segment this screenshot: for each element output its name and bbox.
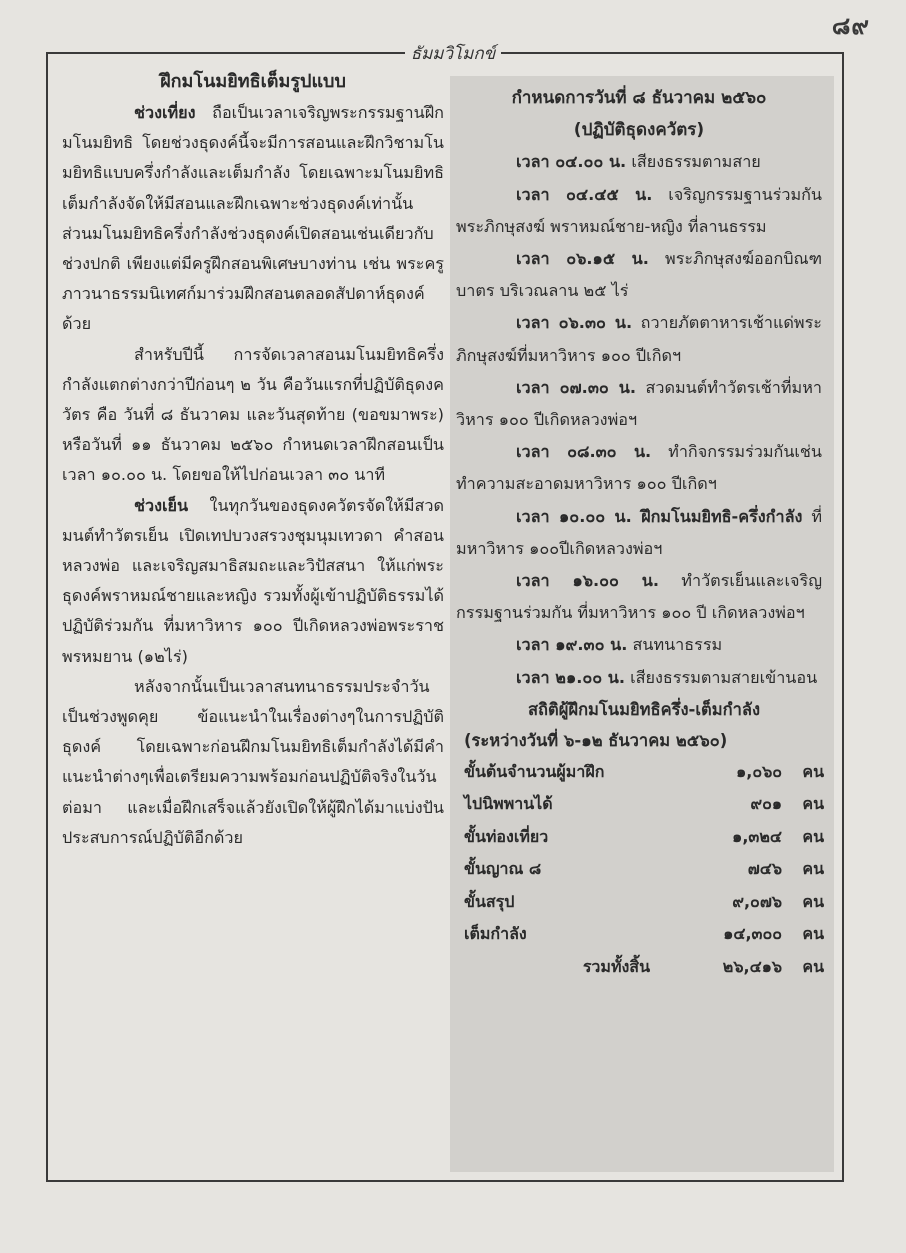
paragraph-text: ถือเป็นเวลาเจริญพระกรรมฐานฝึกมโนมยิทธิ โดยช่วงธุดงค์นี้จะมีการสอนและฝึกวิชามโนมยิทธิแบบครึ่งกำลังและเต็มกำลัง โดยเฉพาะมโนมยิทธิเต็มกำลังจัดให้มีสอนและฝึกเฉพาะช่วงธุดงค์เท่านั้น ส่วนมโนมยิทธิครึ่งกำลังช่วงธุดงค์เปิดสอนเช่นเดียวกับช่วงปกติ เพียงแต่มีครูฝึกสอนพิเศษบางท่าน เช่น พระครูภาวนาธรรมนิเทศก์มาร่วมฝึกสอนตลอดสัปดาห์ธุดงค์ด้วย bbox=[62, 103, 444, 334]
schedule-item bbox=[456, 629, 822, 661]
schedule-activity: เสียงธรรมตามสาย bbox=[626, 152, 761, 172]
stat-row bbox=[464, 853, 824, 886]
stat-label: ไปนิพพานได้ bbox=[464, 794, 553, 814]
schedule-activity: ทำวัตรเย็นและเจริญกรรมฐานร่วมกัน ที่มหาวิหาร ๑๐๐ ปี เกิดหลวงพ่อฯ bbox=[456, 571, 822, 623]
schedule-activity: ถวายภัตตาหารเช้าแด่พระภิกษุสงฆ์ที่มหาวิหาร ๑๐๐ ปีเกิดฯ bbox=[456, 313, 822, 365]
schedule-item bbox=[456, 179, 822, 243]
schedule-time: เวลา ๐๗.๓๐ น. bbox=[516, 377, 636, 397]
statistics-title: สถิติผู้ฝึกมโนมยิทธิครึ่ง-เต็มกำลัง bbox=[527, 699, 761, 719]
stat-value: ๙๐๑ bbox=[750, 794, 782, 814]
schedule-time: เวลา ๑๐.๐๐ น. ฝึกมโนมยิทธิ-ครึ่งกำลัง bbox=[516, 506, 803, 526]
statistics-range: (ระหว่างวันที่ ๖-๑๒ ธันวาคม ๒๕๖๐) bbox=[464, 730, 728, 750]
stat-unit: คน bbox=[802, 761, 824, 781]
stat-row bbox=[464, 788, 824, 821]
paragraph-evening bbox=[62, 491, 444, 672]
stat-unit: คน bbox=[802, 794, 824, 814]
stat-unit: คน bbox=[802, 859, 824, 879]
section-title: ฝึกมโนมยิทธิเต็มรูปแบบ bbox=[160, 71, 346, 92]
stat-label: ขั้นสรุป bbox=[464, 891, 515, 911]
schedule-activity: เจริญกรรมฐานร่วมกัน พระภิกษุสงฆ์ พราหมณ์ชาย-หญิง ที่ลานธรรม bbox=[456, 184, 823, 236]
stat-unit: คน bbox=[802, 891, 824, 911]
schedule-activity: เสียงธรรมตามสายเข้านอน bbox=[624, 667, 818, 687]
stat-value: ๙,๐๗๖ bbox=[732, 891, 782, 911]
left-column bbox=[62, 66, 444, 853]
stat-unit: คน bbox=[802, 924, 824, 944]
stat-value: ๑,๓๒๔ bbox=[732, 826, 782, 846]
schedule-activity: ทำกิจกรรมร่วมกันเช่น ทำความสะอาดมหาวิหาร ๑๐๐ ปีเกิดฯ bbox=[456, 442, 822, 494]
statistics bbox=[450, 694, 834, 984]
paragraph-this-year: สำหรับปีนี้ การจัดเวลาสอนมโนมยิทธิครึ่งกำลังแตกต่างกว่าปีก่อนๆ ๒ วัน คือวันแรกที่ปฏิบัติธุดงควัตร คือ วันที่ ๘ ธันวาคม และวันสุดท้าย (ขอขมาพระ) หรือวันที่ ๑๑ ธันวาคม ๒๕๖๐ กำหนดเวลาฝึกสอนเป็นเวลา ๑๐.๐๐ น. โดยขอให้ไปก่อนเวลา ๓๐ นาที bbox=[62, 344, 444, 485]
schedule-item bbox=[456, 501, 822, 565]
schedule-activity: พระภิกษุสงฆ์ออกบิณฑบาตร บริเวณลาน ๒๕ ไร่ bbox=[456, 249, 823, 301]
running-header bbox=[0, 40, 906, 67]
paragraph-lead: ช่วงเที่ยง bbox=[134, 103, 196, 122]
schedule-time: เวลา ๐๔.๔๕ น. bbox=[516, 184, 653, 204]
running-header-text: ธัมมวิโมกข์ bbox=[405, 44, 502, 64]
schedule-time: เวลา ๐๖.๑๕ น. bbox=[516, 249, 649, 269]
schedule-time: เวลา ๑๖.๐๐ น. bbox=[516, 571, 659, 591]
schedule-time: เวลา ๐๔.๐๐ น. bbox=[516, 152, 627, 172]
page-number: ๘๙ bbox=[831, 12, 870, 40]
paragraph-text: ในทุกวันของธุดงควัตรจัดให้มีสวดมนต์ทำวัตรเย็น เปิดเทปบวงสรวงชุมนุมเทวดา คำสอนหลวงพ่อ และเจริญสมาธิสมถะและวิปัสสนา ให้แก่พระธุดงค์พราหมณ์ชายและหญิง รวมทั้งผู้เข้าปฏิบัติธรรมได้ปฏิบัติร่วมกัน ที่มหาวิหาร ๑๐๐ ปีเกิดหลวงพ่อพระราชพรหมยาน (๑๒ไร่) bbox=[62, 495, 444, 666]
schedule-item bbox=[456, 372, 822, 436]
stat-unit: คน bbox=[802, 826, 824, 846]
schedule-title: กำหนดการวันที่ ๘ ธันวาคม ๒๕๖๐ bbox=[511, 88, 767, 108]
schedule-item bbox=[456, 436, 822, 500]
schedule-time: เวลา ๑๙.๓๐ น. bbox=[516, 635, 628, 655]
stat-row bbox=[464, 886, 824, 919]
stat-label: ขั้นต้นจำนวนผู้มาฝึก bbox=[464, 761, 605, 781]
stat-total-value: ๒๖,๔๑๖ bbox=[722, 956, 782, 976]
schedule-time: เวลา ๒๑.๐๐ น. bbox=[516, 667, 625, 687]
schedule-time: เวลา ๐๘.๓๐ น. bbox=[516, 442, 652, 462]
schedule bbox=[450, 76, 834, 694]
stat-row bbox=[464, 756, 824, 789]
schedule-activity: ที่มหาวิหาร ๑๐๐ปีเกิดหลวงพ่อฯ bbox=[456, 506, 822, 558]
stat-label: เต็มกำลัง bbox=[464, 924, 527, 944]
paragraph-lead: ช่วงเย็น bbox=[134, 495, 189, 515]
schedule-subtitle: (ปฏิบัติธุดงควัตร) bbox=[573, 120, 705, 141]
stat-total-row bbox=[464, 951, 824, 984]
stat-unit: คน bbox=[802, 956, 824, 976]
schedule-activity: สนทนาธรรม bbox=[627, 635, 723, 655]
schedule-item bbox=[456, 243, 822, 307]
paragraph-noon bbox=[62, 98, 444, 340]
schedule-item bbox=[456, 307, 822, 371]
schedule-time: เวลา ๐๖.๓๐ น. bbox=[516, 313, 633, 333]
stat-value: ๗๔๖ bbox=[747, 859, 782, 879]
stat-row bbox=[464, 821, 824, 854]
stat-label: ขั้นท่องเที่ยว bbox=[464, 826, 549, 846]
schedule-activity: สวดมนต์ทำวัตรเช้าที่มหาวิหาร ๑๐๐ ปีเกิดหลวงพ่อฯ bbox=[456, 377, 822, 430]
paragraph-discussion: หลังจากนั้นเป็นเวลาสนทนาธรรมประจำวัน เป็นช่วงพูดคุย ข้อแนะนำในเรื่องต่างๆในการปฏิบัติธุดงค์ โดยเฉพาะก่อนฝึกมโนมยิทธิเต็มกำลังได้มีคำแนะนำต่างๆเพื่อเตรียมความพร้อมก่อนปฏิบัติจริงในวันต่อมา และเมื่อฝึกเสร็จแล้วยังเปิดให้ผู้ฝึกได้มาแบ่งปันประสบการณ์ปฏิบัติอีกด้วย bbox=[62, 676, 444, 847]
stat-label: ขั้นญาณ ๘ bbox=[464, 859, 542, 879]
schedule-item bbox=[456, 662, 822, 694]
stat-value: ๑,๐๖๐ bbox=[736, 761, 782, 781]
schedule-item bbox=[456, 565, 822, 629]
schedule-item bbox=[456, 146, 822, 178]
stat-row bbox=[464, 918, 824, 951]
schedule-box bbox=[450, 76, 834, 1172]
stat-total-label: รวมทั้งสิ้น bbox=[582, 956, 650, 976]
stat-value: ๑๔,๓๐๐ bbox=[723, 924, 782, 944]
